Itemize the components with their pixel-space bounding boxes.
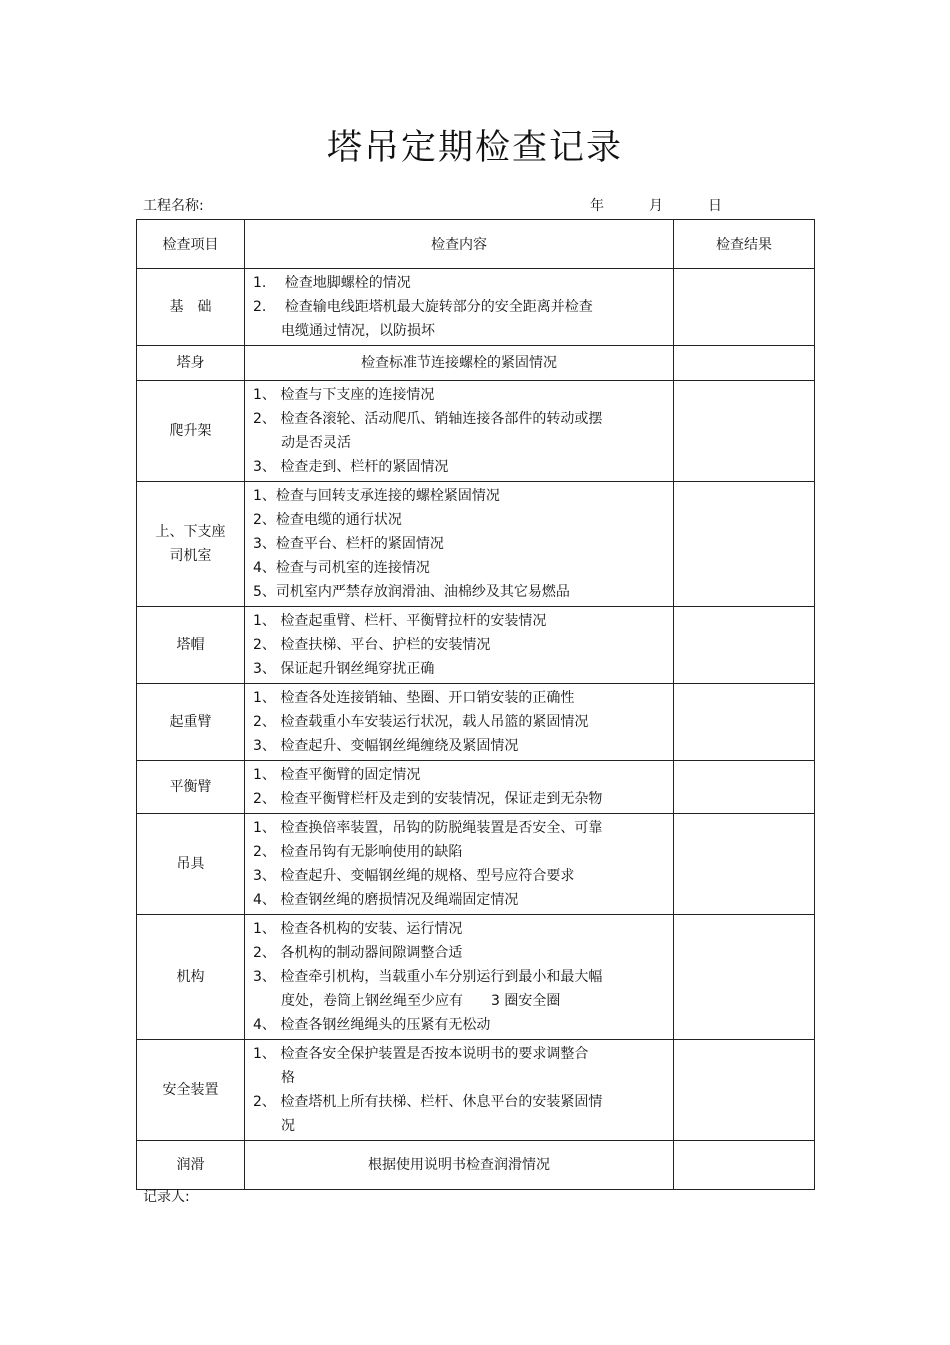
content-line: 3、 检查走到、栏杆的紧固情况 — [253, 459, 449, 475]
header-result: 检查结果 — [674, 220, 815, 269]
result-cell[interactable] — [674, 482, 815, 607]
row-item: 起重臂 — [137, 684, 245, 761]
content-line: 2. 检查输电线距塔机最大旋转部分的安全距离并检查 — [253, 299, 593, 315]
table-row — [137, 915, 815, 1040]
result-cell[interactable] — [674, 346, 815, 381]
row-item-line: 上、下支座 — [155, 524, 226, 540]
content-line: 根据使用说明书检查润滑情况 — [368, 1157, 550, 1173]
row-content — [245, 1040, 674, 1141]
year-label: 年 — [590, 198, 604, 214]
table-row — [137, 346, 815, 381]
content-line: 检查标准节连接螺栓的紧固情况 — [361, 355, 557, 371]
result-cell[interactable] — [674, 761, 815, 814]
row-content — [245, 269, 674, 346]
content-line: 2、 检查各滚轮、活动爬爪、销轴连接各部件的转动或摆 — [253, 411, 603, 427]
content-line: 2、 各机构的制动器间隙调整合适 — [253, 945, 463, 961]
content-line: 1、 检查换倍率装置，吊钩的防脱绳装置是否安全、可靠 — [253, 820, 603, 836]
content-line: 2、 检查吊钩有无影响使用的缺陷 — [253, 844, 463, 860]
row-item-line: 司机室 — [169, 548, 212, 564]
result-cell[interactable] — [674, 269, 815, 346]
header-content: 检查内容 — [245, 220, 674, 269]
content-line: 动是否灵活 — [281, 435, 351, 451]
row-item: 润滑 — [137, 1141, 245, 1190]
table-row — [137, 684, 815, 761]
table-row — [137, 607, 815, 684]
result-cell[interactable] — [674, 1141, 815, 1190]
row-content — [245, 1141, 674, 1190]
content-line: 1、 检查各安全保护装置是否按本说明书的要求调整合 — [253, 1046, 589, 1062]
content-line: 1、 检查各机构的安装、运行情况 — [253, 921, 463, 937]
content-line: 2、 检查平衡臂栏杆及走到的安装情况，保证走到无杂物 — [253, 791, 603, 807]
row-item: 机构 — [137, 915, 245, 1040]
content-line: 3、 检查起升、变幅钢丝绳缠绕及紧固情况 — [253, 738, 519, 754]
content-line: 1、 检查平衡臂的固定情况 — [253, 767, 421, 783]
row-item: 安全装置 — [137, 1040, 245, 1141]
content-line: 1、 检查与下支座的连接情况 — [253, 387, 435, 403]
inspection-table — [136, 219, 815, 1190]
content-line: 3、 检查起升、变幅钢丝绳的规格、型号应符合要求 — [253, 868, 575, 884]
content-line: 1、 检查起重臂、栏杆、平衡臂拉杆的安装情况 — [253, 613, 547, 629]
content-line: 2、 检查扶梯、平台、护栏的安装情况 — [253, 637, 491, 653]
result-cell[interactable] — [674, 915, 815, 1040]
content-line: 1、检查与回转支承连接的螺栓紧固情况 — [253, 488, 500, 504]
row-content — [245, 814, 674, 915]
content-line: 5、司机室内严禁存放润滑油、油棉纱及其它易燃品 — [253, 584, 570, 600]
row-content — [245, 482, 674, 607]
day-label: 日 — [708, 198, 722, 214]
content-line: 3、 检查牵引机构，当载重小车分别运行到最小和最大幅 — [253, 969, 603, 985]
table-row — [137, 814, 815, 915]
header-item: 检查项目 — [137, 220, 245, 269]
content-line: 4、 检查钢丝绳的磨损情况及绳端固定情况 — [253, 892, 519, 908]
row-content — [245, 381, 674, 482]
row-item: 塔帽 — [137, 607, 245, 684]
row-content — [245, 684, 674, 761]
recorder-label: 记录人: — [143, 1189, 190, 1205]
table-row — [137, 482, 815, 607]
content-line: 格 — [281, 1070, 295, 1086]
result-cell[interactable] — [674, 1040, 815, 1141]
content-line: 3、检查平台、栏杆的紧固情况 — [253, 536, 444, 552]
result-cell[interactable] — [674, 814, 815, 915]
content-line: 2、 检查载重小车安装运行状况，载人吊篮的紧固情况 — [253, 714, 589, 730]
row-item: 吊具 — [137, 814, 245, 915]
row-content — [245, 915, 674, 1040]
table-row — [137, 1141, 815, 1190]
row-item: 基 础 — [137, 269, 245, 346]
result-cell[interactable] — [674, 684, 815, 761]
content-line: 3、 保证起升钢丝绳穿扰正确 — [253, 661, 435, 677]
table-row — [137, 381, 815, 482]
month-label: 月 — [649, 198, 663, 214]
result-cell[interactable] — [674, 607, 815, 684]
page-title: 塔吊定期检查记录 — [326, 128, 623, 168]
content-line: 1、 检查各处连接销轴、垫圈、开口销安装的正确性 — [253, 690, 575, 706]
row-content — [245, 761, 674, 814]
row-item: 塔身 — [137, 346, 245, 381]
content-line: 4、 检查各钢丝绳绳头的压紧有无松动 — [253, 1017, 491, 1033]
row-item: 爬升架 — [137, 381, 245, 482]
table-header-row — [137, 220, 815, 269]
date-fields — [590, 195, 722, 215]
content-line: 度处，卷筒上钢丝绳至少应有 3 圈安全圈 — [281, 993, 561, 1009]
row-content — [245, 607, 674, 684]
table-row — [137, 269, 815, 346]
row-item — [137, 482, 245, 607]
table-row — [137, 761, 815, 814]
content-line: 4、检查与司机室的连接情况 — [253, 560, 430, 576]
project-name-label: 工程名称: — [143, 198, 204, 214]
content-line: 1. 检查地脚螺栓的情况 — [253, 275, 411, 291]
row-item: 平衡臂 — [137, 761, 245, 814]
content-line: 2、检查电缆的通行状况 — [253, 512, 402, 528]
result-cell[interactable] — [674, 381, 815, 482]
content-line: 况 — [281, 1118, 295, 1134]
content-line: 2、 检查塔机上所有扶梯、栏杆、休息平台的安装紧固情 — [253, 1094, 603, 1110]
content-line: 电缆通过情况，以防损坏 — [281, 323, 435, 339]
table-row — [137, 1040, 815, 1141]
row-content — [245, 346, 674, 381]
